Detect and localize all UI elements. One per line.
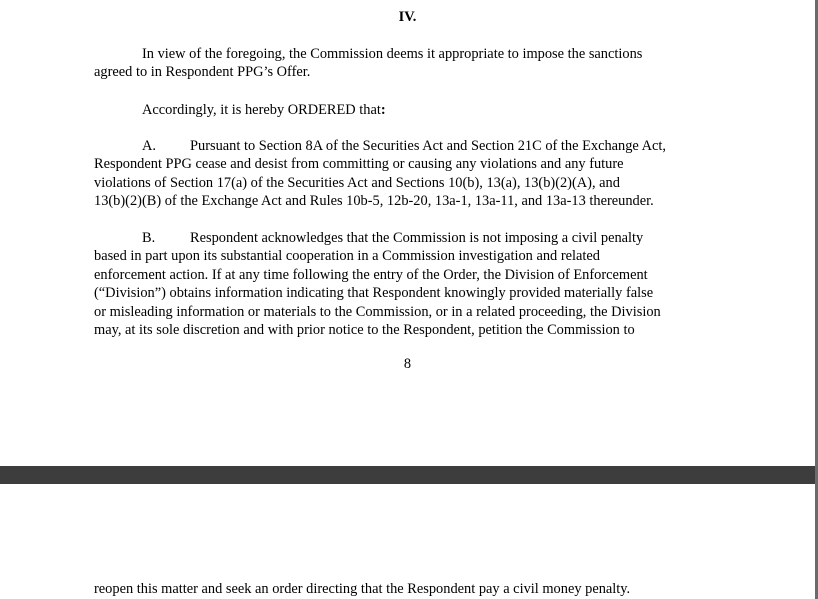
text-line [94,229,714,247]
text-line: (“Division”) obtains information indicating that Respondent knowingly provided materially false [94,285,654,302]
order-item-a [94,137,714,211]
item-text: Pursuant to Section 8A of the Securities Act and Section 21C of the Exchange Act, [190,138,666,154]
text-line: or misleading information or materials to the Commission, or in a related proceeding, the Division [94,303,661,320]
text-line: 13(b)(2)(B) of the Exchange Act and Rules 10b-5, 12b-20, 13a-1, 13a-11, and 13a-13 thereunder. [94,193,654,210]
text-line: In view of the foregoing, the Commission deems it appropriate to impose the sanctions [142,46,643,62]
text-line: enforcement action. If at any time following the entry of the Order, the Division of Enforcement [94,266,648,283]
ordered-text: Accordingly, it is hereby ORDERED that [142,102,381,118]
text-line [94,101,714,119]
text-line: may, at its sole discretion and with prior notice to the Respondent, petition the Commission to [94,322,635,339]
item-label: B. [142,230,156,246]
item-label: A. [142,138,156,154]
item-text: Respondent acknowledges that the Commission is not imposing a civil penalty [190,230,644,246]
document-page-9 [0,484,815,599]
page-number: 8 [403,356,412,372]
paragraph-foregoing [94,45,714,82]
text-line [94,137,714,155]
page-gap [0,466,818,484]
text-line: violations of Section 17(a) of the Securities Act and Sections 10(b), 13(a), 13(b)(2)(A), and [94,174,620,191]
text-line: Respondent PPG cease and desist from committing or causing any violations and any future [94,156,624,173]
text-line: agreed to in Respondent PPG’s Offer. [94,64,311,81]
paragraph-ordered [94,101,714,119]
text-line: based in part upon its substantial cooperation in a Commission investigation and related [94,248,600,265]
section-heading: IV. [398,9,417,25]
order-item-b [94,229,714,339]
ordered-colon: : [380,102,386,118]
text-line: reopen this matter and seek an order directing that the Respondent pay a civil money penalty. [94,581,631,597]
